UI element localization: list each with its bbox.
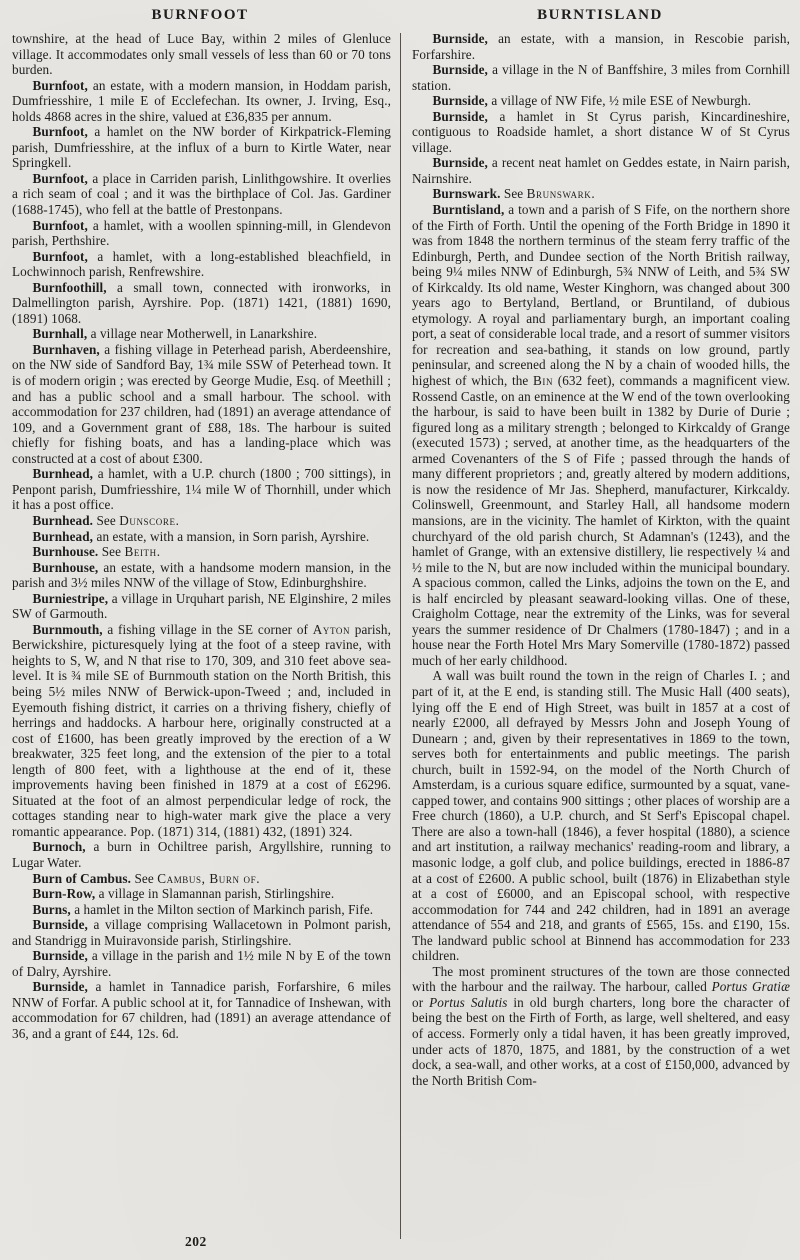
entry-name: Burnside, xyxy=(432,31,488,46)
entry-paragraph xyxy=(12,886,391,902)
entry-text: a village in Urquhart parish, NE Elginshire, 2 miles SW of Garmouth. xyxy=(12,590,391,622)
entry-name: Burnoch, xyxy=(32,839,86,855)
running-heads xyxy=(0,7,800,24)
right-column xyxy=(400,31,790,1088)
entry-text: townshire, at the head of Luce Bay, within 2 miles of Glenluce village. It accommodates only small vessels of less than 60 or 70 tons burden. xyxy=(12,31,391,78)
entry-text: a village in the parish and 1½ mile N by E of the town of Dalry, Ayrshire. xyxy=(12,948,391,979)
entry-paragraph xyxy=(412,31,790,62)
entry-paragraph xyxy=(12,171,391,218)
entry-text: A wall was built round the town in the reign of Charles I. ; and part of it, at the E end, is standing still. The Music Hall (400 seats), lying off the E end of High Street, was built in 1857 at a cost of nearly £2000, all defrayed by Messrs John and Joseph Young of Dunearn ; and, given by their representatives in 1869 to the town, serves both for entertainments and public meetings. The parish church, built in 1592-94, on the model of the North Church of Amsterdam, is a curious square edifice, surmounted by a squat, vane-capped tower, and contains 900 sittings ; other places of worship are a Free church (1860), a U.P. church, and St Serf's Episcopal chapel. There are also a town-hall (1846), a fever hospital (1880), a science and art institution, a railway mechanics' reading-room and library, a masonic lodge, a golf club, and police buildings, erected in 1886-87 at a cost of £2600. A public school, built (1876) in Elizabethan style at a cost of £6000, and an Episcopal school, with respective accommodation for 744 and 242 children, had in 1891 an average attendance of 554 and 218, and grants of £565, 15s. and £190, 15s. The landward public school at Binnend has accommodation for 233 children. xyxy=(412,668,790,964)
entry-paragraph xyxy=(12,218,391,249)
entry-name: Burnfoot, xyxy=(32,170,88,186)
entry-name: Burnmouth, xyxy=(32,621,103,637)
entry-name: Burnfoot, xyxy=(32,248,88,264)
entry-paragraph xyxy=(12,466,391,513)
entry-text: in old burgh charters, long bore the character of being the best on the Firth of Forth, as large, well sheltered, and easy of access. Formerly only a tidal haven, it has been greatly improved, under acts of 1870, 1875, and 1881, by the construction of a wet dock, a sea-wall, and other works, at a cost of £150,000, advanced by the North British Com- xyxy=(412,994,790,1088)
entry-name: Burn-Row, xyxy=(32,886,96,902)
entry-name: Burnfoot, xyxy=(32,77,88,93)
entry-paragraph xyxy=(12,917,391,948)
entry-name: Burnfoot, xyxy=(32,124,88,140)
entry-paragraph xyxy=(12,31,391,78)
entry-text: (632 feet), commands a magnificent view. Rossend Castle, on an eminence at the W end of the town overlooking the harbour, is said to have been built in 1382 by Durie of Durie ; figured long as a military strength ; belonged to Kirkcaldy of Grange (executed 1573) ; served, at another time, as the headquarters of the armed Covenanters of the S of Fife ; passed through the hands of many different proprietors ; and, greatly altered by modern additions, is now the residence of Mr Jas. Shepherd, manufacturer, Kirkcaldy. Colinswell, Greenmount, and Starley Hall, all handsome modern mansions, are in the vicinity. The hamlet of Kirkton, with the quaint churchyard of the old parish church, St Adamnan's (1243), and the hamlet of Grange, with an extensive distillery, lie respectively ¼ and ½ mile to the N, but are now included within the municipal boundary. A spacious common, called the Links, adjoins the town on the E, and is half encircled by pleasant seaward-looking villas. One of these, Craigholm Cottage, near the extremity of the Links, was for several years the summer residence of Dr Chalmers (1780-1847) ; and in a house near the Forth Hotel Mrs Mary Somerville (1780-1872) passed much of her early childhood. xyxy=(412,373,790,668)
entry-paragraph xyxy=(12,871,391,887)
entry-paragraph xyxy=(412,964,790,1088)
entry-paragraph xyxy=(12,326,391,342)
cross-reference: Dunscore xyxy=(119,512,176,528)
entry-paragraph xyxy=(12,902,391,918)
entry-paragraph xyxy=(412,202,790,668)
entry-text: a village in Slamannan parish, Stirlingshire. xyxy=(95,886,335,902)
entry-text: or xyxy=(412,994,430,1010)
entry-name: Burniestripe, xyxy=(32,590,109,606)
entry-text: an estate, with a mansion, in Rescobie parish, Forfarshire. xyxy=(412,31,790,62)
entry-paragraph xyxy=(12,124,391,171)
entry-paragraph xyxy=(12,513,391,529)
entry-name: Burnside, xyxy=(32,917,88,933)
text-columns xyxy=(12,31,790,1088)
running-head-right: BURNTISLAND xyxy=(537,7,663,23)
page-number: 202 xyxy=(185,1234,207,1249)
entry-name: Burnswark. xyxy=(432,186,501,202)
entry-paragraph xyxy=(12,839,391,870)
entry-text: a small town, connected with ironworks, in Dalmellington parish, Ayrshire. Pop. (1871) 1421, (1881) 1690, (1891) 1068. xyxy=(12,279,391,326)
entry-name: Burnside, xyxy=(432,93,488,109)
entry-text: a recent neat hamlet on Geddes estate, in Nairn parish, Nairnshire. xyxy=(412,155,790,186)
entry-paragraph xyxy=(12,529,391,545)
entry-text: a fishing village in Peterhead parish, Aberdeenshire, on the NW side of Sandford Bay, 1¾ mile SSW of Peterhead town. It is of modern origin ; was erected by George Mudie, Esq. of Meethill ; and has a public school and a small harbour. The school. with accommodation for 237 children, had (1891) an average attendance of 109, and a Government grant of £88, 18s. The harbour is suited chiefly for fishing boats, and has a landing-place which was constructed at a cost of about £300. xyxy=(12,341,391,466)
entry-paragraph xyxy=(12,979,391,1041)
entry-text: See xyxy=(98,544,125,560)
entry-text: a fishing village in the SE corner of xyxy=(102,621,313,637)
entry-name: Burnhouse. xyxy=(32,544,99,560)
entry-name: Burnside, xyxy=(432,155,488,171)
entry-name: Burnfoot, xyxy=(32,217,88,233)
entry-text: a hamlet, with a U.P. church (1800 ; 700 sittings), in Penpont parish, Dumfriesshire, 1¼ mile W of Thornhill, under which it has a post office. xyxy=(12,466,391,513)
entry-paragraph xyxy=(412,155,790,186)
entry-name: Burnside, xyxy=(32,979,88,995)
entry-text: a village in the N of Banffshire, 3 miles from Cornhill station. xyxy=(412,62,790,93)
entry-text: an estate, with a mansion, in Sorn parish, Ayrshire. xyxy=(93,528,370,544)
entry-text: . xyxy=(175,512,179,528)
cross-reference: Cambus, Burn of xyxy=(157,870,257,886)
entry-text: a village of NW Fife, ½ mile ESE of Newburgh. xyxy=(487,93,752,109)
entry-paragraph xyxy=(412,186,790,202)
entry-paragraph xyxy=(12,544,391,560)
entry-paragraph xyxy=(412,109,790,156)
entry-text: a place in Carriden parish, Linlithgowshire. It overlies a rich seam of coal ; and it was the birthplace of Col. Jas. Gardiner (1688-1745), who fell at the battle of Prestonpans. xyxy=(12,170,391,218)
entry-text: a hamlet, with a long-established bleachfield, in Lochwinnoch parish, Renfrewshire. xyxy=(12,248,391,280)
entry-text: a hamlet on the NW border of Kirkpatrick-Fleming parish, Dumfriesshire, at the influx of a burn to Kirtle Water, near Springkell. xyxy=(12,124,391,171)
entry-text: a village near Motherwell, in Lanarkshire. xyxy=(87,326,318,342)
entry-name: Burns, xyxy=(32,901,71,917)
latin-name: Portus Gratiæ xyxy=(711,979,790,995)
entry-text: a village comprising Wallacetown in Polmont parish, and Standrigg in Muiravonside parish, Stirlingshire. xyxy=(12,917,391,948)
entry-text: parish, Berwickshire, picturesquely lying at the foot of a steep ravine, with heights to S, W, and N that rise to 170, 309, and 310 feet above sea-level. It is ¾ mile SE of Burnmouth station on the North British, this being 5½ miles NNW of Berwick-upon-Tweed ; and, included in Eyemouth fishing district, it carries on a thriving fishery, chiefly of herrings and haddocks. A harbour here, originally constructed at a cost of £1600, has been greatly improved by the erection of a W breakwater, 325 feet long, and the extension of the pier to a total length of 800 feet, with a lighthouse at the end of it, these improvements having been finished in 1879 at a cost of £6296. Situated at the foot of an almost perpendicular ledge of rock, the cottages standing near to high-water mark give the place a very romantic appearance. Pop. (1871) 314, (1881) 432, (1891) 324. xyxy=(12,621,391,839)
entry-text: an estate, with a handsome modern mansion, in the parish and 3½ miles NNW of the village of Stow, Edinburghshire. xyxy=(12,559,391,591)
entry-text: a hamlet in Tannadice parish, Forfarshire, 6 miles NNW of Forfar. A public school at it, for Tannadice of Inshewan, with accommodation for 67 children, had (1891) an average attendance of 36, and a grant of £44, 12s. 6d. xyxy=(12,979,391,1041)
entry-text: a hamlet in the Milton section of Markinch parish, Fife. xyxy=(70,901,374,917)
entry-paragraph xyxy=(412,668,790,963)
entry-name: Burnside, xyxy=(432,108,488,124)
entry-name: Burnhall, xyxy=(32,326,88,342)
entry-text: See xyxy=(131,870,158,886)
cross-reference: Bin xyxy=(533,373,554,389)
entry-paragraph xyxy=(412,62,790,93)
entry-text: See xyxy=(500,186,527,202)
cross-reference: Ayton xyxy=(312,621,351,637)
entry-text: a hamlet in St Cyrus parish, Kincardineshire, contiguous to Roadside hamlet, a short distance W of St Cyrus village. xyxy=(412,108,790,155)
entry-text: . xyxy=(591,186,595,202)
entry-paragraph xyxy=(12,78,391,125)
entry-text: . xyxy=(256,870,260,886)
entry-name: Burnhead. xyxy=(32,512,94,528)
cross-reference: Beith xyxy=(124,544,157,560)
entry-paragraph xyxy=(12,280,391,327)
entry-paragraph xyxy=(12,342,391,466)
entry-paragraph xyxy=(12,591,391,622)
entry-text: a hamlet, with a woollen spinning-mill, in Glendevon parish, Perthshire. xyxy=(12,217,391,249)
entry-name: Burnhouse, xyxy=(32,559,99,575)
entry-paragraph xyxy=(12,948,391,979)
left-column xyxy=(12,31,400,1088)
entry-text: a burn in Ochiltree parish, Argyllshire, running to Lugar Water. xyxy=(12,839,391,870)
entry-name: Burn of Cambus. xyxy=(32,870,132,886)
latin-name: Portus Salutis xyxy=(429,994,508,1010)
entry-name: Burnhaven, xyxy=(32,341,100,357)
entry-paragraph xyxy=(12,249,391,280)
entry-name: Burnside, xyxy=(32,948,88,964)
entry-name: Burntisland, xyxy=(432,202,505,218)
entry-name: Burnside, xyxy=(432,62,488,78)
entry-name: Burnhead, xyxy=(32,466,94,482)
running-head-left: BURNFOOT xyxy=(151,7,249,23)
cross-reference: Brunswark xyxy=(526,186,592,202)
entry-text: See xyxy=(93,512,120,528)
entry-text: a town and a parish of S Fife, on the northern shore of the Firth of Forth. Until the opening of the Forth Bridge in 1890 it was from 1848 the northern terminus of the steam ferry traffic of the Edinburgh, Perth, and Dundee section of the North British railway, being 9¼ miles NNW of Edinburgh, 5¾ NNW of Leith, and 5¾ SW of Kirkcaldy. Its old name, Wester Kinghorn, was changed about 300 years ago to Bertyland, Bertland, or Bruntiland, of dubious etymology. A royal and parliamentary burgh, an important coaling port, a seat of considerable local trade, and a resort of summer visitors for recreation and sea-bathing, it stands on low ground, partly peninsular, and screened along the N by a chain of wooded hills, the highest of which, the xyxy=(412,202,790,389)
entry-name: Burnfoothill, xyxy=(32,279,107,295)
entry-name: Burnhead, xyxy=(32,528,94,544)
entry-text: an estate, with a modern mansion, in Hoddam parish, Dumfriesshire, 1 mile E of Ecclefechan. Its owner, J. Irving, Esq., holds 4868 acres in the shire, valued at £36,835 per annum. xyxy=(12,77,391,124)
entry-text: . xyxy=(156,544,161,560)
entry-paragraph xyxy=(412,93,790,109)
entry-paragraph xyxy=(12,622,391,840)
entry-paragraph xyxy=(12,560,391,591)
entry-text: The most prominent structures of the town are those connected with the harbour and the railway. The harbour, called xyxy=(412,963,790,995)
